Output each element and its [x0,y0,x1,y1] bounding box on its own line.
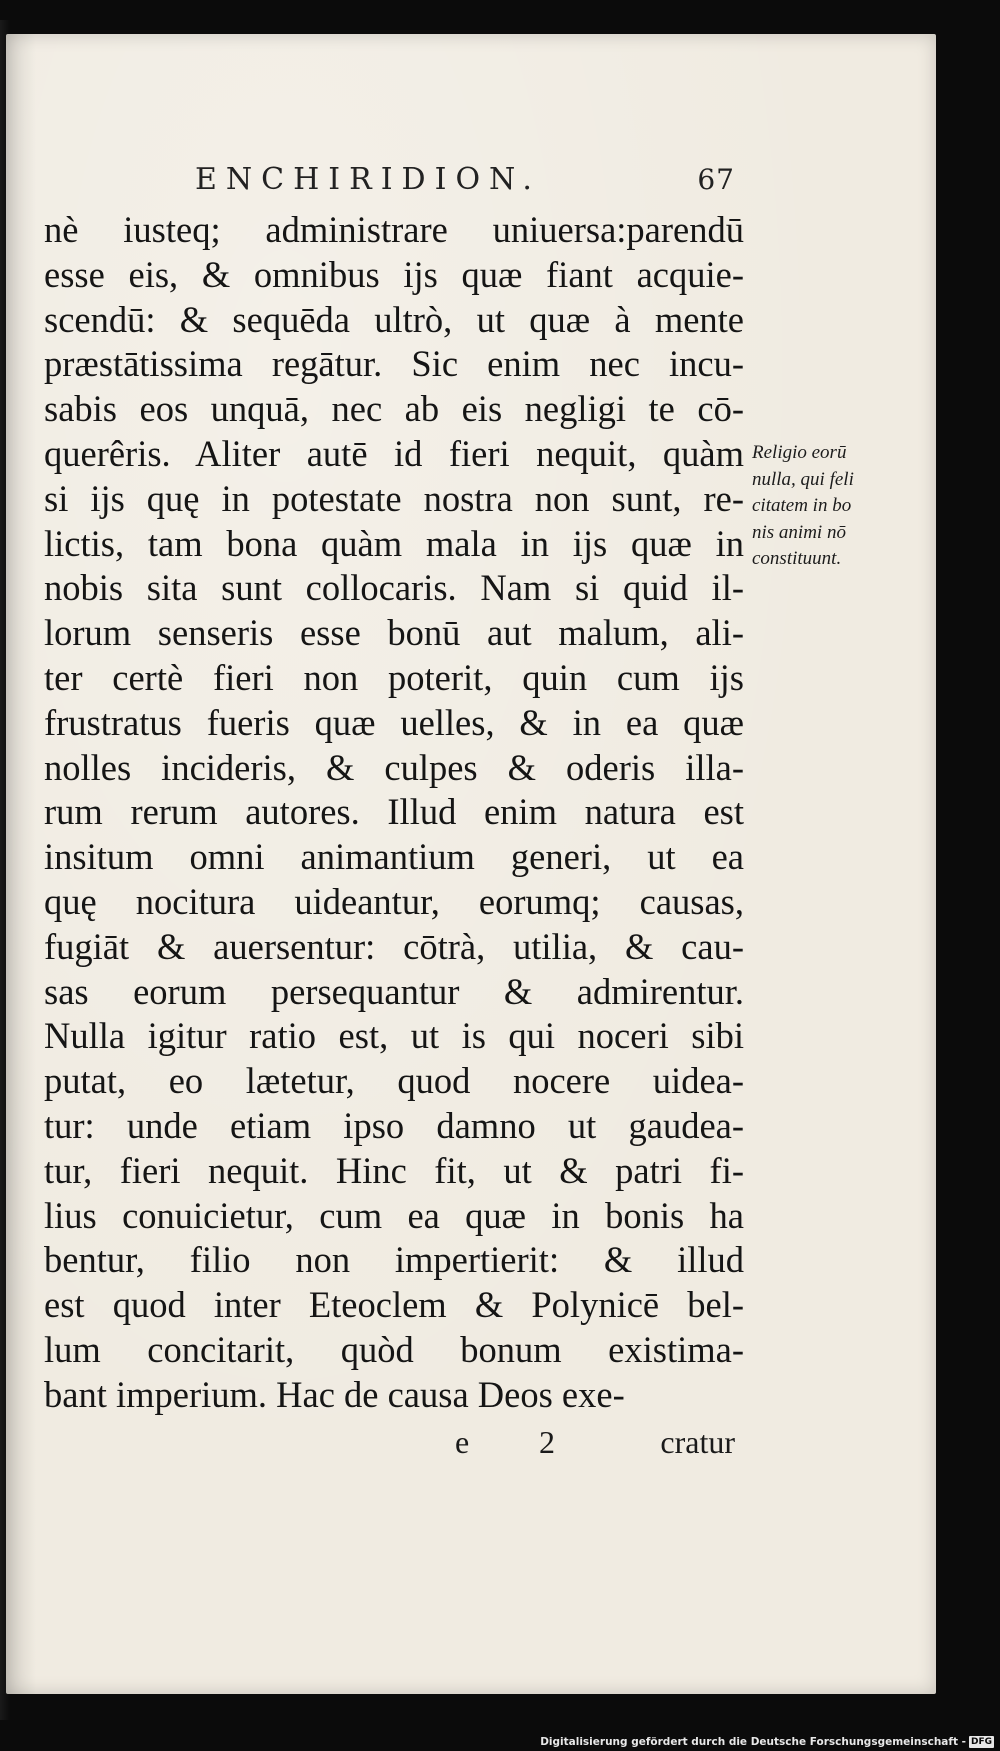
text-line: scendū: & sequēda ultrò, ut quæ à mente [44,298,744,340]
text-line: frustratus fueris quæ uelles, & in ea quæ [44,701,744,743]
text-line: sabis eos unquā, nec ab eis negligi te cō- [44,388,744,430]
text-line: bentur, filio non impertierit: & illud [44,1239,744,1281]
text-line: nobis sita sunt collocaris. Nam si quid il- [44,567,744,609]
marginal-note-line: Religio eorū [752,442,847,463]
text-line: lictis, tam bona quàm mala in ijs quæ in [44,522,744,564]
catchword: cratur [660,1424,735,1460]
page-number: 67 [697,163,735,196]
text-line: præstātissima regātur. Sic enim nec incu- [44,343,744,385]
marginal-note-line: nulla, qui feli [752,468,854,490]
marginal-note [752,440,912,573]
text-line: fugiāt & auersentur: cōtrà, utilia, & cau- [44,925,744,967]
text-line: querêris. Aliter autē id fieri nequit, quàm [44,432,744,474]
text-line: lius conuicietur, cum ea quæ in bonis ha [44,1194,744,1236]
text-line: insitum omni animantium generi, ut ea [44,836,744,878]
running-header [195,162,735,197]
text-line: rum rerum autores. Illud enim natura est [44,791,744,833]
text-line: quę nocitura uideantur, eorumq; causas, [44,880,744,922]
dfg-logo-icon: DFG [970,1737,992,1747]
text-line: lorum senseris esse bonū aut malum, ali- [44,612,744,654]
text-line: est quod inter Eteoclem & Polynicē bel- [44,1284,744,1326]
digitization-credit [540,1736,994,1748]
text-line: bant imperium. Hac de causa Deos exe- [44,1373,625,1415]
text-line: si ijs quę in potestate nostra non sunt, re- [44,477,744,519]
text-line: ter certè fieri non poterit, quin cum ijs [44,656,744,698]
text-line: putat, eo lætetur, quod nocere uidea- [44,1060,744,1102]
marginal-note-line: nis animi nō [752,521,846,543]
text-line: esse eis, & omnibus ijs quæ fiant acquie- [44,253,744,295]
marginal-note-line: citatem in bo [752,495,852,516]
signature-number: 2 [539,1424,555,1460]
marginal-note-line: constituunt. [752,548,842,569]
text-line: tur: unde etiam ipso damno ut gaudea- [44,1104,744,1146]
text-line: Nulla igitur ratio est, ut is qui noceri sibi [44,1015,744,1057]
credit-text: Digitalisierung gefördert durch die Deutsche Forschungsgemeinschaft - [540,1736,966,1748]
text-line: sas eorum persequantur & admirentur. [44,970,744,1012]
running-title: ENCHIRIDION. [195,162,541,197]
main-text-block [44,208,744,1418]
signature-mark [455,1424,555,1461]
text-line: tur, fieri nequit. Hinc fit, ut & patri fi- [44,1149,744,1191]
text-line: nolles incideris, & culpes & oderis illa- [44,746,744,788]
text-line: nè iusteq; administrare uniuersa:parendū [44,209,744,250]
signature-letter: e [455,1424,470,1460]
catchword-line [455,1424,735,1461]
text-line: lum concitarit, quòd bonum existima- [44,1328,744,1370]
